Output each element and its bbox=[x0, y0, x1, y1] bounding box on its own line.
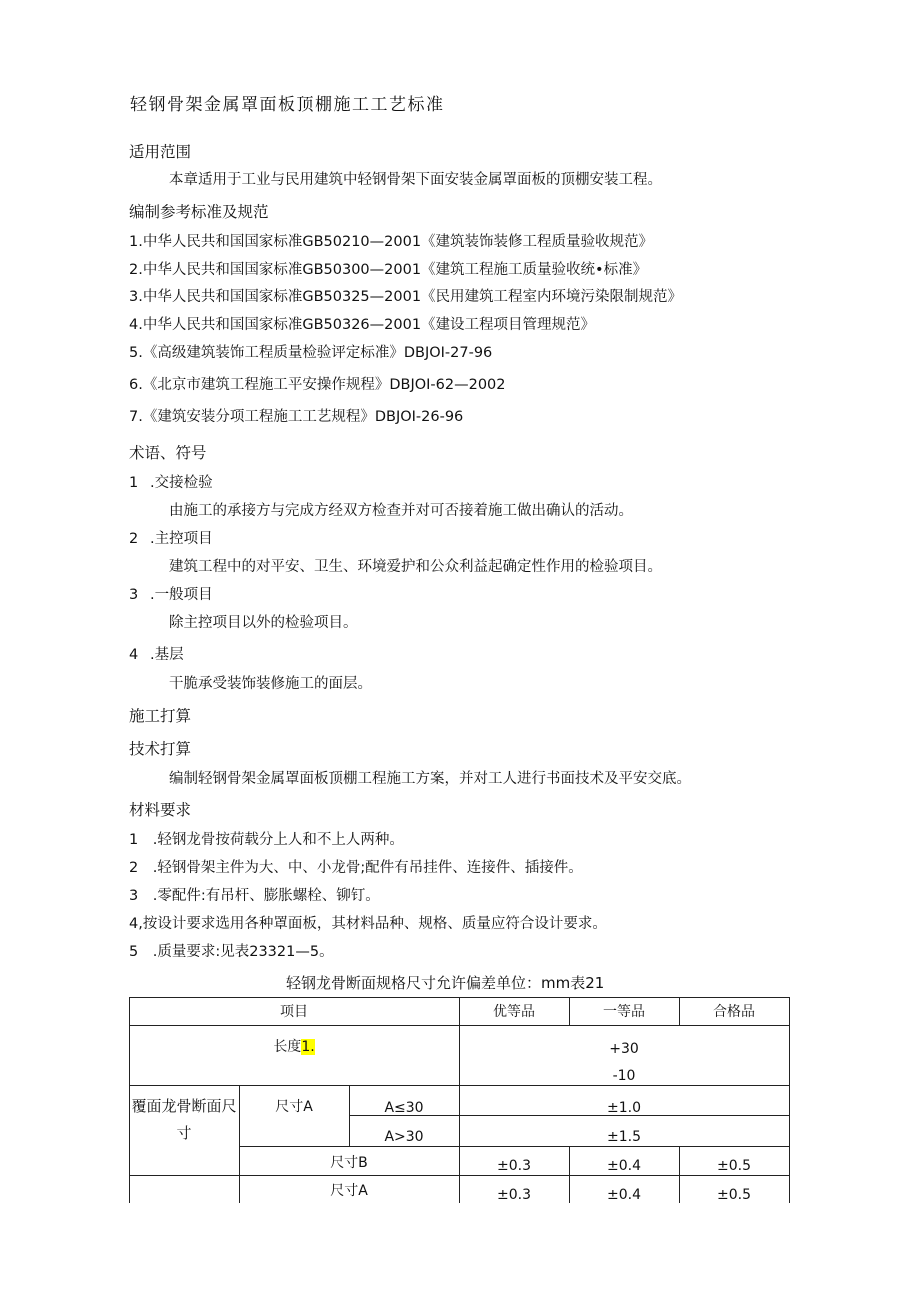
term-description: 建筑工程中的对平安、卫生、环境爱护和公众利益起确定性作用的检验项目。 bbox=[169, 559, 662, 575]
a-gt-30: A>30 bbox=[384, 1129, 424, 1145]
material-item: 3 .零配件:有吊杆、膨胀螺栓、铆钉。 bbox=[129, 888, 380, 904]
reference-item: 1.中华人民共和国国家标准GB50210—2001《建筑装饰装修工程质量验收规范》 bbox=[129, 234, 654, 250]
heading-technical-plan: 技术打算 bbox=[129, 740, 192, 758]
tol-a-le-30: ±1.0 bbox=[607, 1100, 641, 1116]
heading-references: 编制参考标准及规范 bbox=[129, 203, 269, 221]
size-a2-label: 尺寸A bbox=[330, 1183, 368, 1199]
term-number: 4 bbox=[129, 647, 139, 663]
covering-label-line1: 覆面龙骨断面尺 bbox=[131, 1097, 237, 1115]
size-a2-qualified: ±0.5 bbox=[717, 1187, 751, 1203]
heading-construction-plan: 施工打算 bbox=[129, 707, 192, 725]
term-description: 除主控项目以外的检验项目。 bbox=[169, 615, 358, 631]
technical-plan-text: 编制轻钢骨架金属罩面板顶棚工程施工方案，并对工人进行书面技术及平安交底。 bbox=[169, 771, 691, 787]
term-name: .一般项目 bbox=[150, 587, 213, 603]
table-line bbox=[239, 1146, 790, 1147]
reference-item: 4.中华人民共和国国家标准GB50326—2001《建设工程项目管理规范》 bbox=[129, 317, 596, 333]
material-item: 4,按设计要求选用各种罩面板，其材料品种、规格、质量应符合设计要求。 bbox=[129, 916, 607, 932]
size-b-qualified: ±0.5 bbox=[717, 1158, 751, 1174]
header-first-grade: 一等品 bbox=[603, 1004, 645, 1020]
scope-text: 本章适用于工业与民用建筑中轻钢骨架下面安装金属罩面板的顶棚安装工程。 bbox=[169, 172, 662, 188]
term-number: 1 bbox=[129, 475, 139, 491]
heading-scope: 适用范围 bbox=[129, 143, 192, 161]
size-b-first-grade: ±0.4 bbox=[607, 1158, 641, 1174]
heading-materials: 材料要求 bbox=[129, 801, 192, 819]
covering-label-line2: 寸 bbox=[176, 1124, 192, 1142]
material-item: 5 .质量要求:见表23321—5。 bbox=[129, 944, 334, 960]
heading-terms: 术语、符号 bbox=[129, 444, 207, 462]
document-title: 轻钢骨架金属罩面板顶棚施工工艺标准 bbox=[130, 95, 445, 115]
term-number: 3 bbox=[129, 587, 139, 603]
header-excellent: 优等品 bbox=[493, 1004, 535, 1020]
term-description: 由施工的承接方与完成方经双方检查并对可否接着施工做出确认的活动。 bbox=[169, 503, 633, 519]
reference-item: 6.《北京市建筑工程施工平安操作规程》DBJOI-62—2002 bbox=[129, 377, 506, 393]
reference-item: 7.《建筑安装分项工程施工工艺规程》DBJOI-26-96 bbox=[129, 409, 464, 425]
material-item: 2 .轻钢骨架主件为大、中、小龙骨;配件有吊挂件、连接件、插接件。 bbox=[129, 860, 583, 876]
header-qualified: 合格品 bbox=[713, 1004, 755, 1020]
length-label-text: 长度 bbox=[273, 1039, 302, 1055]
term-number: 2 bbox=[129, 531, 139, 547]
reference-item: 2.中华人民共和国国家标准GB50300—2001《建筑工程施工质量验收统•标准》 bbox=[129, 262, 648, 278]
length-tol-minus: -10 bbox=[612, 1068, 636, 1084]
size-b-label: 尺寸B bbox=[330, 1155, 368, 1171]
table-line bbox=[789, 997, 790, 1203]
length-tol-plus: +30 bbox=[609, 1041, 639, 1057]
size-a2-first-grade: ±0.4 bbox=[607, 1187, 641, 1203]
size-a2-excellent: ±0.3 bbox=[497, 1187, 531, 1203]
header-item: 项目 bbox=[280, 1004, 308, 1020]
length-label bbox=[129, 1038, 459, 1056]
term-description: 干脆承受装饰装修施工的面层。 bbox=[169, 676, 372, 692]
tolerance-table bbox=[129, 997, 790, 1203]
reference-item: 3.中华人民共和国国家标准GB50325—2001《民用建筑工程室内环境污染限制规范》 bbox=[129, 289, 683, 305]
length-mark: 1. bbox=[301, 1039, 315, 1055]
term-name: .主控项目 bbox=[150, 531, 213, 547]
term-name: .交接检验 bbox=[150, 475, 213, 491]
table-caption: 轻钢龙骨断面规格尺寸允许偏差单位：mm表21 bbox=[286, 974, 605, 992]
tol-a-gt-30: ±1.5 bbox=[607, 1129, 641, 1145]
reference-item: 5.《高级建筑装饰工程质量检验评定标准》DBJOI-27-96 bbox=[129, 345, 493, 361]
size-b-excellent: ±0.3 bbox=[497, 1158, 531, 1174]
material-item: 1 .轻钢龙骨按荷载分上人和不上人两种。 bbox=[129, 832, 404, 848]
size-a-label: 尺寸A bbox=[275, 1099, 313, 1115]
term-name: .基层 bbox=[150, 647, 184, 663]
a-le-30: A≤30 bbox=[384, 1100, 424, 1116]
